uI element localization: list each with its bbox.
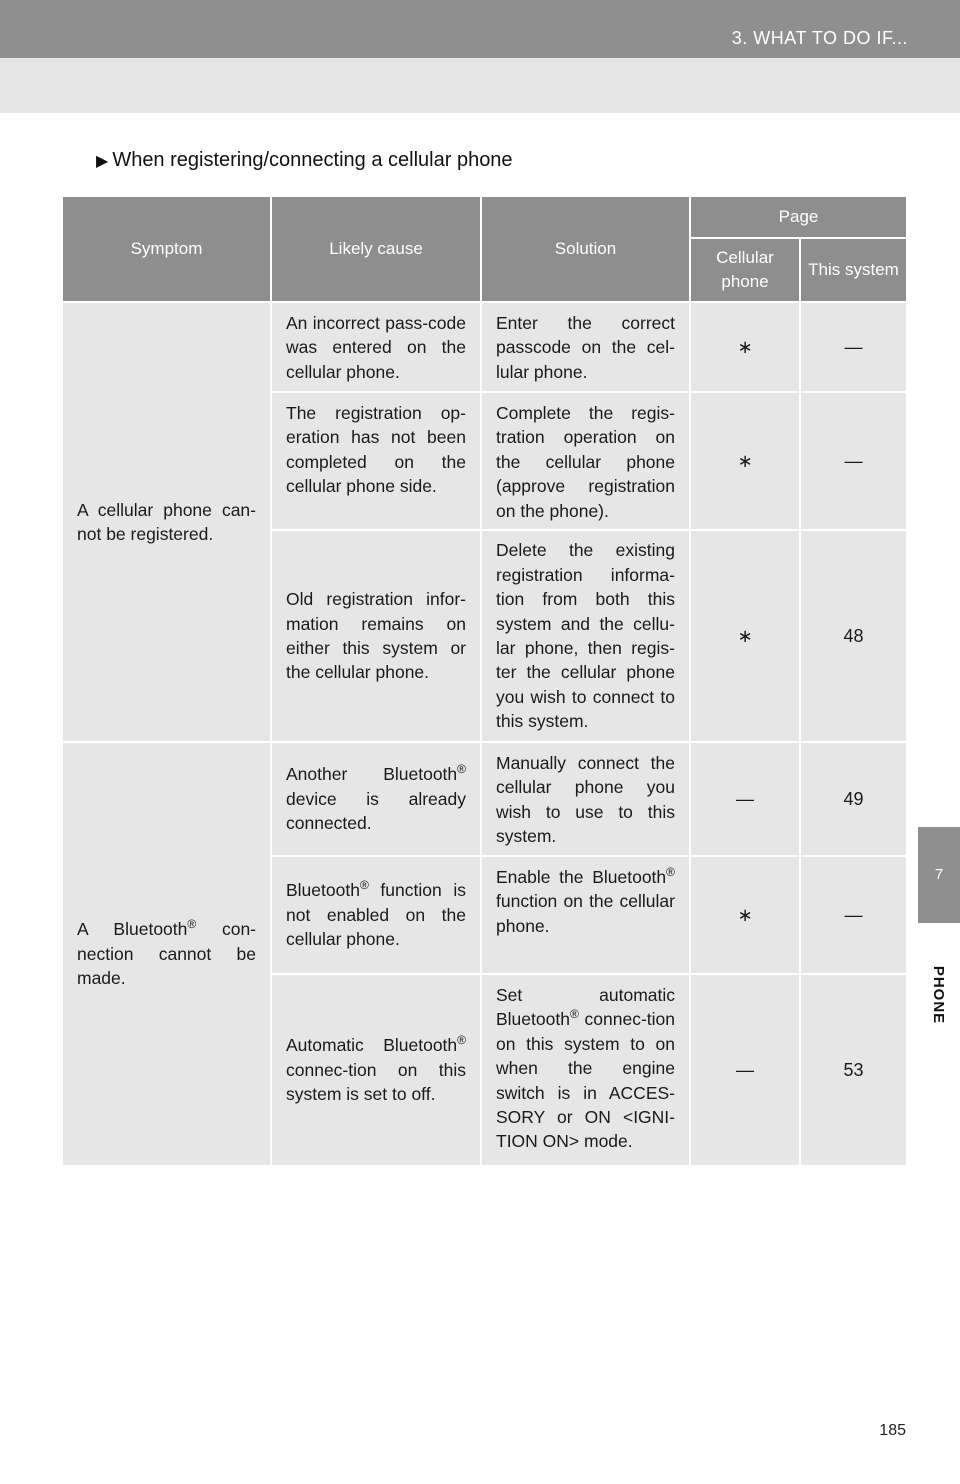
- header-likely-cause: Likely cause: [271, 196, 481, 302]
- solution-cell: Enable the Bluetooth® function on the cellular phone.: [481, 856, 690, 974]
- table-row: [62, 302, 907, 392]
- cellular-page-cell: ∗: [690, 856, 800, 974]
- chapter-title: 3. WHAT TO DO IF...: [731, 28, 908, 48]
- solution-cell: Set automatic Bluetooth® connec-tion on this system to on when the engine switch is in ACCES-SORY or ON <IGNI-TION ON> mode.: [481, 974, 690, 1166]
- cause-cell: Automatic Bluetooth® connec-tion on this system is set to off.: [271, 974, 481, 1166]
- cellular-page-cell: ∗: [690, 302, 800, 392]
- troubleshooting-table: [61, 195, 908, 1167]
- cellular-page-cell: —: [690, 974, 800, 1166]
- system-page-cell: 49: [800, 742, 907, 856]
- cause-cell: Bluetooth® function is not enabled on the cellular phone.: [271, 856, 481, 974]
- system-page-cell: —: [800, 392, 907, 530]
- table-row: [62, 742, 907, 856]
- cellular-page-cell: ∗: [690, 530, 800, 742]
- cause-cell: Another Bluetooth® device is already connected.: [271, 742, 481, 856]
- header-page: Page: [690, 196, 907, 238]
- solution-cell: Complete the regis-tration operation on the cellular phone (approve registration on the phone).: [481, 392, 690, 530]
- section-heading: [96, 149, 513, 172]
- symptom-cell: A Bluetooth® con-nection cannot be made.: [62, 742, 271, 1166]
- cellular-page-cell: —: [690, 742, 800, 856]
- system-page-cell: —: [800, 302, 907, 392]
- triangle-right-icon: ▶: [96, 153, 109, 170]
- cause-cell: Old registration infor-mation remains on either this system or the cellular phone.: [271, 530, 481, 742]
- symptom-cell: A cellular phone can-not be registered.: [62, 302, 271, 742]
- solution-cell: Delete the existing registration informa-tion from both this system and the cellu-lar phone, then regis-ter the cellular phone you wish to connect to this system.: [481, 530, 690, 742]
- cellular-page-cell: ∗: [690, 392, 800, 530]
- cause-cell: The registration op-eration has not been completed on the cellular phone side.: [271, 392, 481, 530]
- cause-cell: An incorrect pass-code was entered on the cellular phone.: [271, 302, 481, 392]
- chapter-tab-label: PHONE: [930, 965, 947, 1025]
- system-page-cell: —: [800, 856, 907, 974]
- header-cellular-phone: Cellular phone: [690, 238, 800, 302]
- header-symptom: Symptom: [62, 196, 271, 302]
- header-bar: [0, 0, 960, 58]
- header-sub-bar: [0, 58, 960, 113]
- header-this-system: This system: [800, 238, 907, 302]
- solution-cell: Enter the correct passcode on the cel-lular phone.: [481, 302, 690, 392]
- chapter-tab: 7: [918, 827, 960, 923]
- system-page-cell: 48: [800, 530, 907, 742]
- solution-cell: Manually connect the cellular phone you wish to use to this system.: [481, 742, 690, 856]
- header-solution: Solution: [481, 196, 690, 302]
- section-heading-text: When registering/connecting a cellular phone: [112, 149, 513, 171]
- page-number: 185: [879, 1422, 906, 1439]
- system-page-cell: 53: [800, 974, 907, 1166]
